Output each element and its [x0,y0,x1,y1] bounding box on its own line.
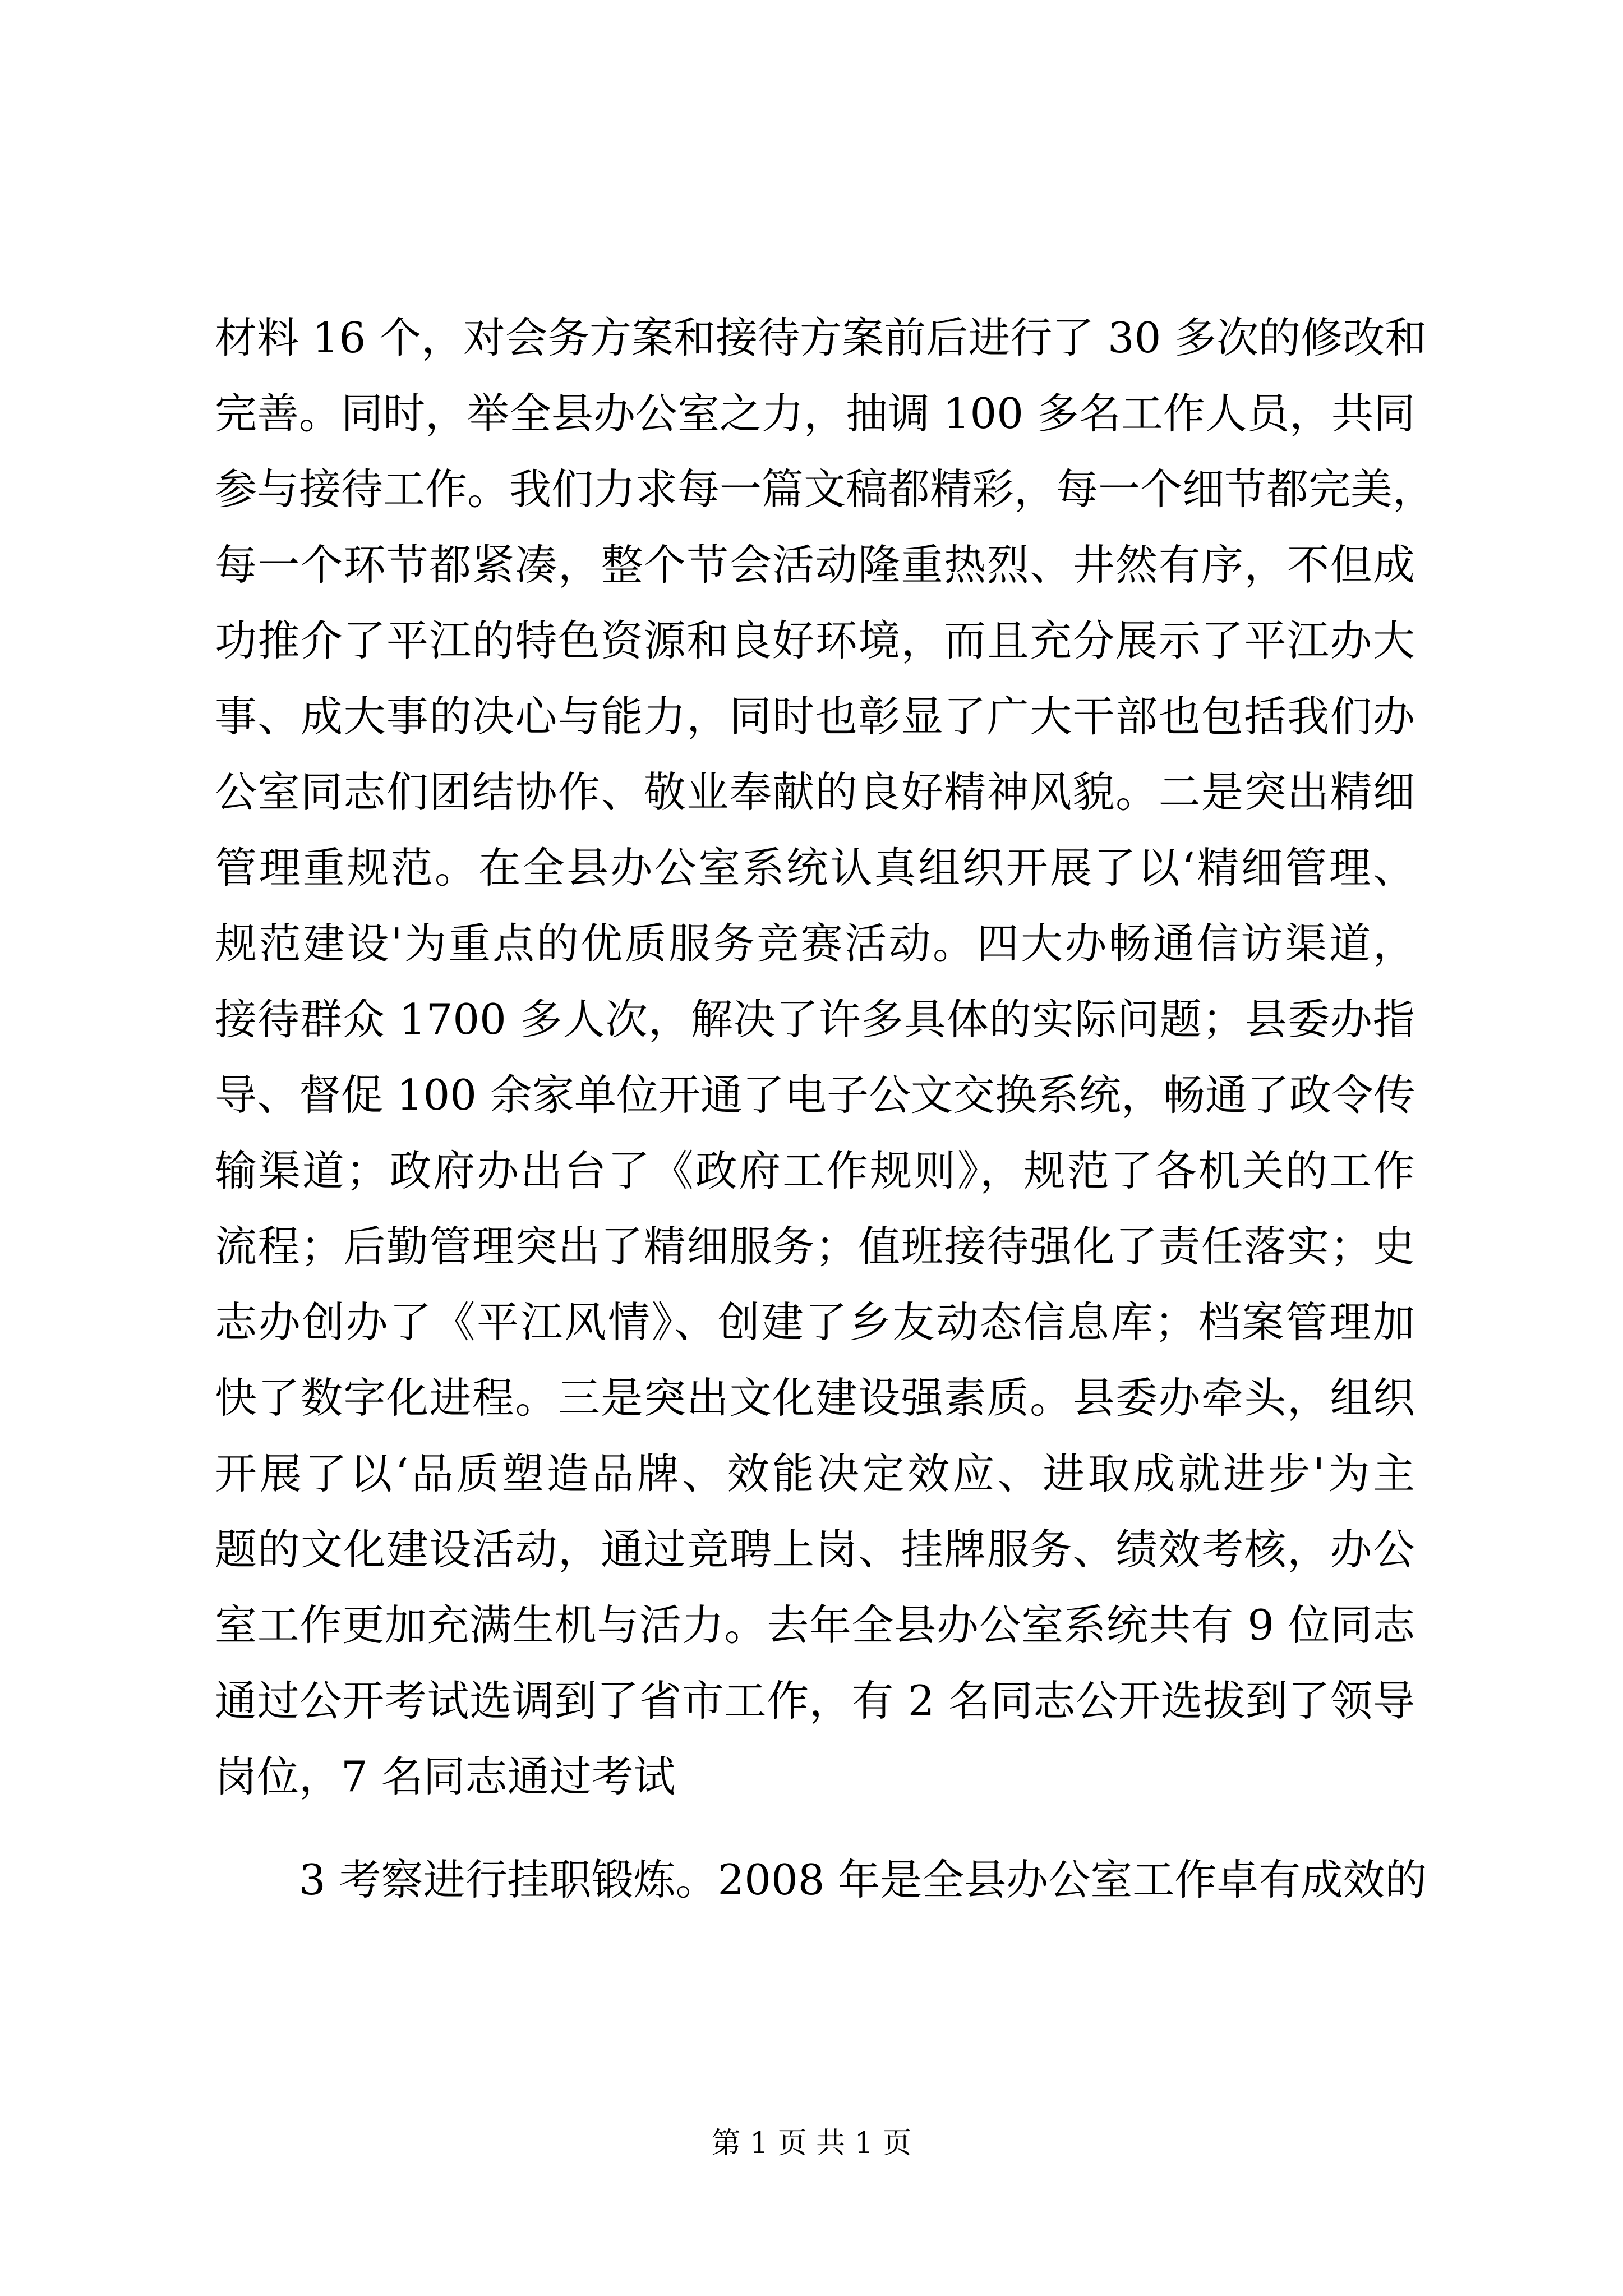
body-text-line-19: 通过公开考试选调到了省市工作，有 2 名同志公开选拔到了领导 [215,1676,1415,1726]
body-text-indented-line: 3 考察进行挂职锻炼。2008 年是全县办公室工作卓有成效的 [299,1855,1427,1904]
body-text-line-1: 材料 16 个，对会务方案和接待方案前后进行了 30 多次的修改和 [215,313,1427,362]
body-text-line-17: 题的文化建设活动，通过竞聘上岗、挂牌服务、绩效考核，办公 [215,1525,1415,1574]
body-text-line-11: 导、督促 100 余家单位开通了电子公文交换系统，畅通了政令传 [215,1070,1415,1120]
body-text-line-10: 接待群众 1700 多人次，解决了许多具体的实际问题；县委办指 [215,995,1415,1044]
body-text-line-7: 公室同志们团结协作、敬业奉献的良好精神风貌。二是突出精细 [215,767,1415,817]
body-text-line-4: 每一个环节都紧凑，整个节会活动隆重热烈、井然有序，不但成 [215,540,1415,590]
body-text-line-20: 岗位，7 名同志通过考试 [215,1752,676,1801]
body-text-line-5: 功推介了平江的特色资源和良好环境，而且充分展示了平江办大 [215,616,1415,665]
body-text-line-13: 流程；后勤管理突出了精细服务；值班接待强化了责任落实；史 [215,1222,1415,1271]
body-text-line-2: 完善。同时，举全县办公室之力，抽调 100 多名工作人员，共同 [215,389,1415,438]
body-text-line-18: 室工作更加充满生机与活力。去年全县办公室系统共有 9 位同志 [215,1600,1415,1650]
body-text-line-3: 参与接待工作。我们力求每一篇文稿都精彩，每一个细节都完美， [215,464,1435,514]
body-text-line-15: 快了数字化进程。三是突出文化建设强素质。县委办牵头，组织 [215,1373,1415,1423]
body-text-line-16: 开展了以‘品质塑造品牌、效能决定效应、进取成就进步'为主 [215,1449,1415,1498]
body-text-line-9: 规范建设'为重点的优质服务竞赛活动。四大办畅通信访渠道， [215,919,1415,968]
body-text-line-8: 管理重规范。在全县办公室系统认真组织开展了以‘精细管理、 [215,843,1415,892]
page-footer: 第 1 页 共 1 页 [711,2127,912,2160]
body-text-line-12: 输渠道；政府办出台了《政府工作规则》，规范了各机关的工作 [215,1146,1415,1195]
body-text-line-14: 志办创办了《平江风情》、创建了乡友动态信息库；档案管理加 [215,1297,1415,1347]
body-text-line-6: 事、成大事的决心与能力，同时也彰显了广大干部也包括我们办 [215,692,1415,741]
